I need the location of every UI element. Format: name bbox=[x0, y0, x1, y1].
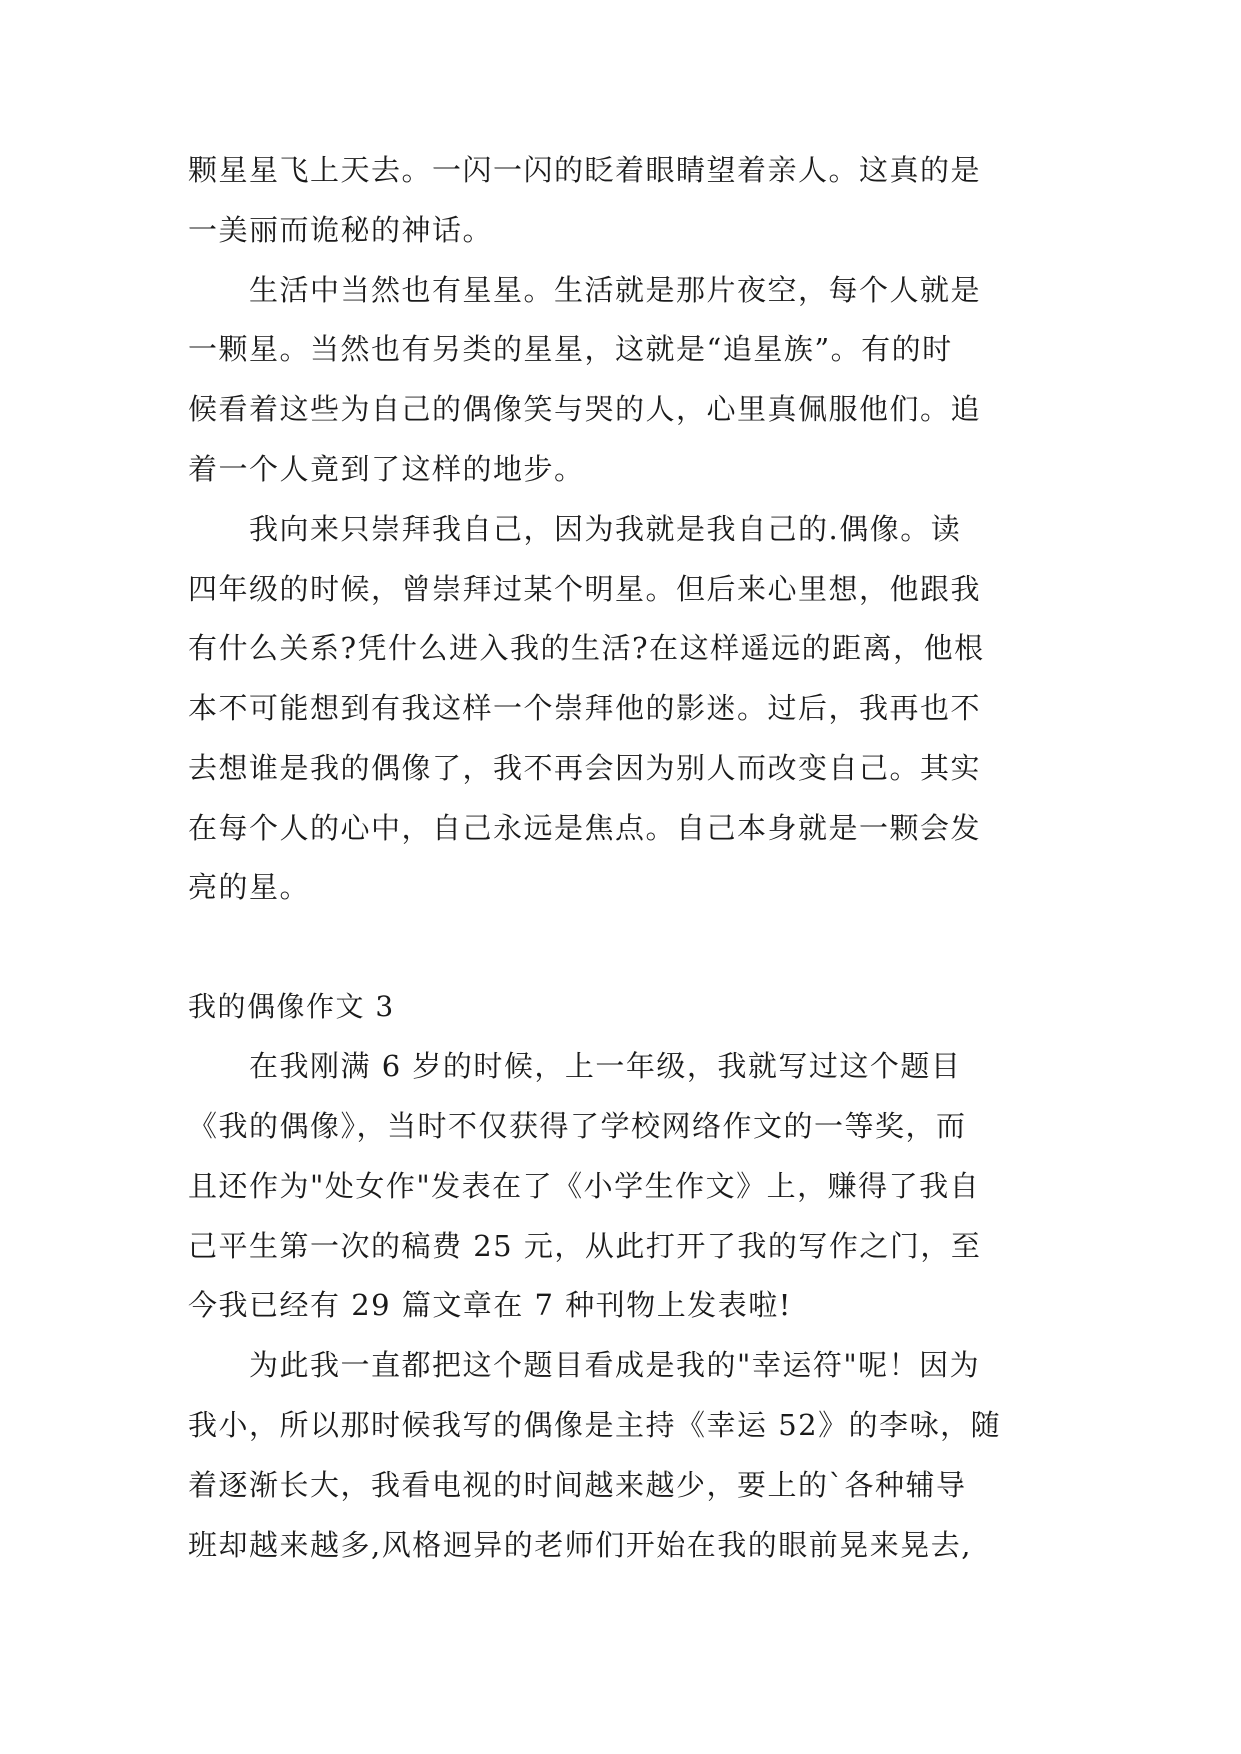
section-heading: 我的偶像作文 3 bbox=[188, 990, 395, 1023]
paragraph-line: 着一个人竟到了这样的地步。 bbox=[188, 452, 585, 486]
paragraph-line: 候看着这些为自己的偶像笑与哭的人，心里真佩服他们。追 bbox=[188, 392, 982, 426]
paragraph-line: 在我刚满 6 岁的时候，上一年级，我就写过这个题目 bbox=[188, 1049, 962, 1083]
paragraph-line: 我向来只崇拜我自己，因为我就是我自己的.偶像。读 bbox=[188, 512, 962, 546]
paragraph-line: 有什么关系?凭什么进入我的生活?在这样遥远的距离，他根 bbox=[188, 631, 985, 665]
paragraph-line: 己平生第一次的稿费 25 元，从此打开了我的写作之门，至 bbox=[188, 1229, 982, 1263]
paragraph-line: 我小，所以那时候我写的偶像是主持《幸运 52》的李咏，随 bbox=[188, 1408, 1002, 1442]
paragraph-line: 为此我一直都把这个题目看成是我的"幸运符"呢！因为 bbox=[188, 1348, 981, 1382]
paragraph-line: 着逐渐长大，我看电视的时间越来越少，要上的`各种辅导 bbox=[188, 1468, 967, 1502]
paragraph-line: 去想谁是我的偶像了，我不再会因为别人而改变自己。其实 bbox=[188, 751, 982, 785]
paragraph-line: 且还作为"处女作"发表在了《小学生作文》上，赚得了我自 bbox=[188, 1169, 981, 1203]
paragraph-line: 生活中当然也有星星。生活就是那片夜空，每个人就是 bbox=[188, 273, 982, 307]
paragraph-line: 一美丽而诡秘的神话。 bbox=[188, 213, 494, 247]
paragraph-line: 《我的偶像》，当时不仅获得了学校网络作文的一等奖，而 bbox=[188, 1109, 967, 1143]
paragraph-line: 在每个人的心中，自己永远是焦点。自己本身就是一颗会发 bbox=[188, 811, 982, 845]
paragraph-line: 四年级的时候，曾崇拜过某个明星。但后来心里想，他跟我 bbox=[188, 572, 982, 606]
paragraph-line: 班却越来越多,风格迥异的老师们开始在我的眼前晃来晃去, bbox=[188, 1528, 972, 1562]
paragraph-line: 亮的星。 bbox=[188, 870, 311, 904]
paragraph-line: 今我已经有 29 篇文章在 7 种刊物上发表啦! bbox=[188, 1288, 792, 1322]
paragraph-line: 一颗星。当然也有另类的星星，这就是“追星族”。有的时 bbox=[188, 332, 953, 366]
paragraph-line: 颗星星飞上天去。一闪一闪的眨着眼睛望着亲人。这真的是 bbox=[188, 153, 982, 187]
paragraph-line: 本不可能想到有我这样一个崇拜他的影迷。过后，我再也不 bbox=[188, 691, 982, 725]
